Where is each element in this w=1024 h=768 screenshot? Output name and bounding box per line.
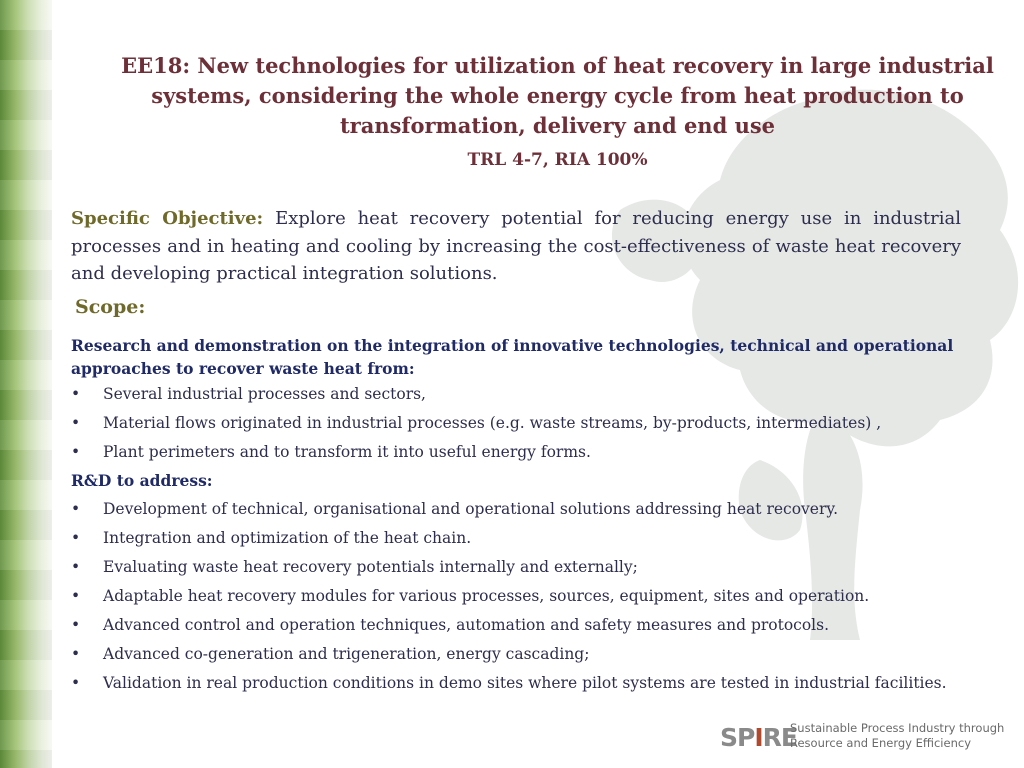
scope-content bbox=[71, 334, 1016, 698]
list-item: • Plant perimeters and to transform it into useful energy forms. bbox=[71, 438, 1016, 467]
slide-title bbox=[110, 51, 1005, 141]
specific-objective bbox=[71, 205, 961, 288]
spire-logo-mark: SPIRE bbox=[720, 723, 797, 752]
left-decorative-strip bbox=[0, 0, 52, 768]
bullet: • bbox=[71, 385, 81, 403]
bullet: • bbox=[71, 558, 81, 576]
list-item: • Validation in real production conditions in demo sites where pilot systems are tested in industrial facilities. bbox=[71, 669, 1016, 698]
list-item: • Development of technical, organisational and operational solutions addressing heat recovery. bbox=[71, 495, 1016, 524]
bullet: • bbox=[71, 414, 81, 432]
bullet: • bbox=[71, 616, 81, 634]
bullet: • bbox=[71, 443, 81, 461]
trl-label: TRL 4-7, RIA 100% bbox=[467, 150, 648, 170]
list-item: • Several industrial processes and sectors, bbox=[71, 380, 1016, 409]
bullet: • bbox=[71, 645, 81, 663]
scope-label: Scope: bbox=[75, 296, 146, 318]
objective-text: Explore heat recovery potential for reducing energy use in industrial processes and in heating and cooling by increasing the cost-effectiveness of waste heat recovery and developing practical integration solutions. bbox=[71, 208, 961, 284]
bullet: • bbox=[71, 529, 81, 547]
list-item: • Adaptable heat recovery modules for various processes, sources, equipment, sites and operation. bbox=[71, 582, 1016, 611]
list-item: • Advanced control and operation techniques, automation and safety measures and protocols. bbox=[71, 611, 1016, 640]
scope-intro: Research and demonstration on the integration of innovative technologies, technical and operational approaches to recover waste heat from: bbox=[71, 336, 954, 378]
bullet: • bbox=[71, 587, 81, 605]
logo-tagline: Sustainable Process Industry through Resource and Energy Efficiency bbox=[790, 721, 1005, 750]
topic-code: EE18 bbox=[121, 53, 183, 78]
rd-label: R&D to address: bbox=[71, 471, 213, 490]
bullet: • bbox=[71, 674, 81, 692]
bullet: • bbox=[71, 500, 81, 518]
list-item: • Evaluating waste heat recovery potentials internally and externally; bbox=[71, 553, 1016, 582]
title-text: : New technologies for utilization of heat recovery in large industrial systems, considering the whole energy cycle from heat production to transformation, delivery and end use bbox=[151, 53, 994, 138]
spire-logo bbox=[720, 720, 1005, 752]
list-item: • Material flows originated in industrial processes (e.g. waste streams, by-products, intermediates) , bbox=[71, 409, 1016, 438]
list-item: • Integration and optimization of the heat chain. bbox=[71, 524, 1016, 553]
objective-label: Specific Objective: bbox=[71, 208, 264, 229]
list-item: • Advanced co-generation and trigeneration, energy cascading; bbox=[71, 640, 1016, 669]
